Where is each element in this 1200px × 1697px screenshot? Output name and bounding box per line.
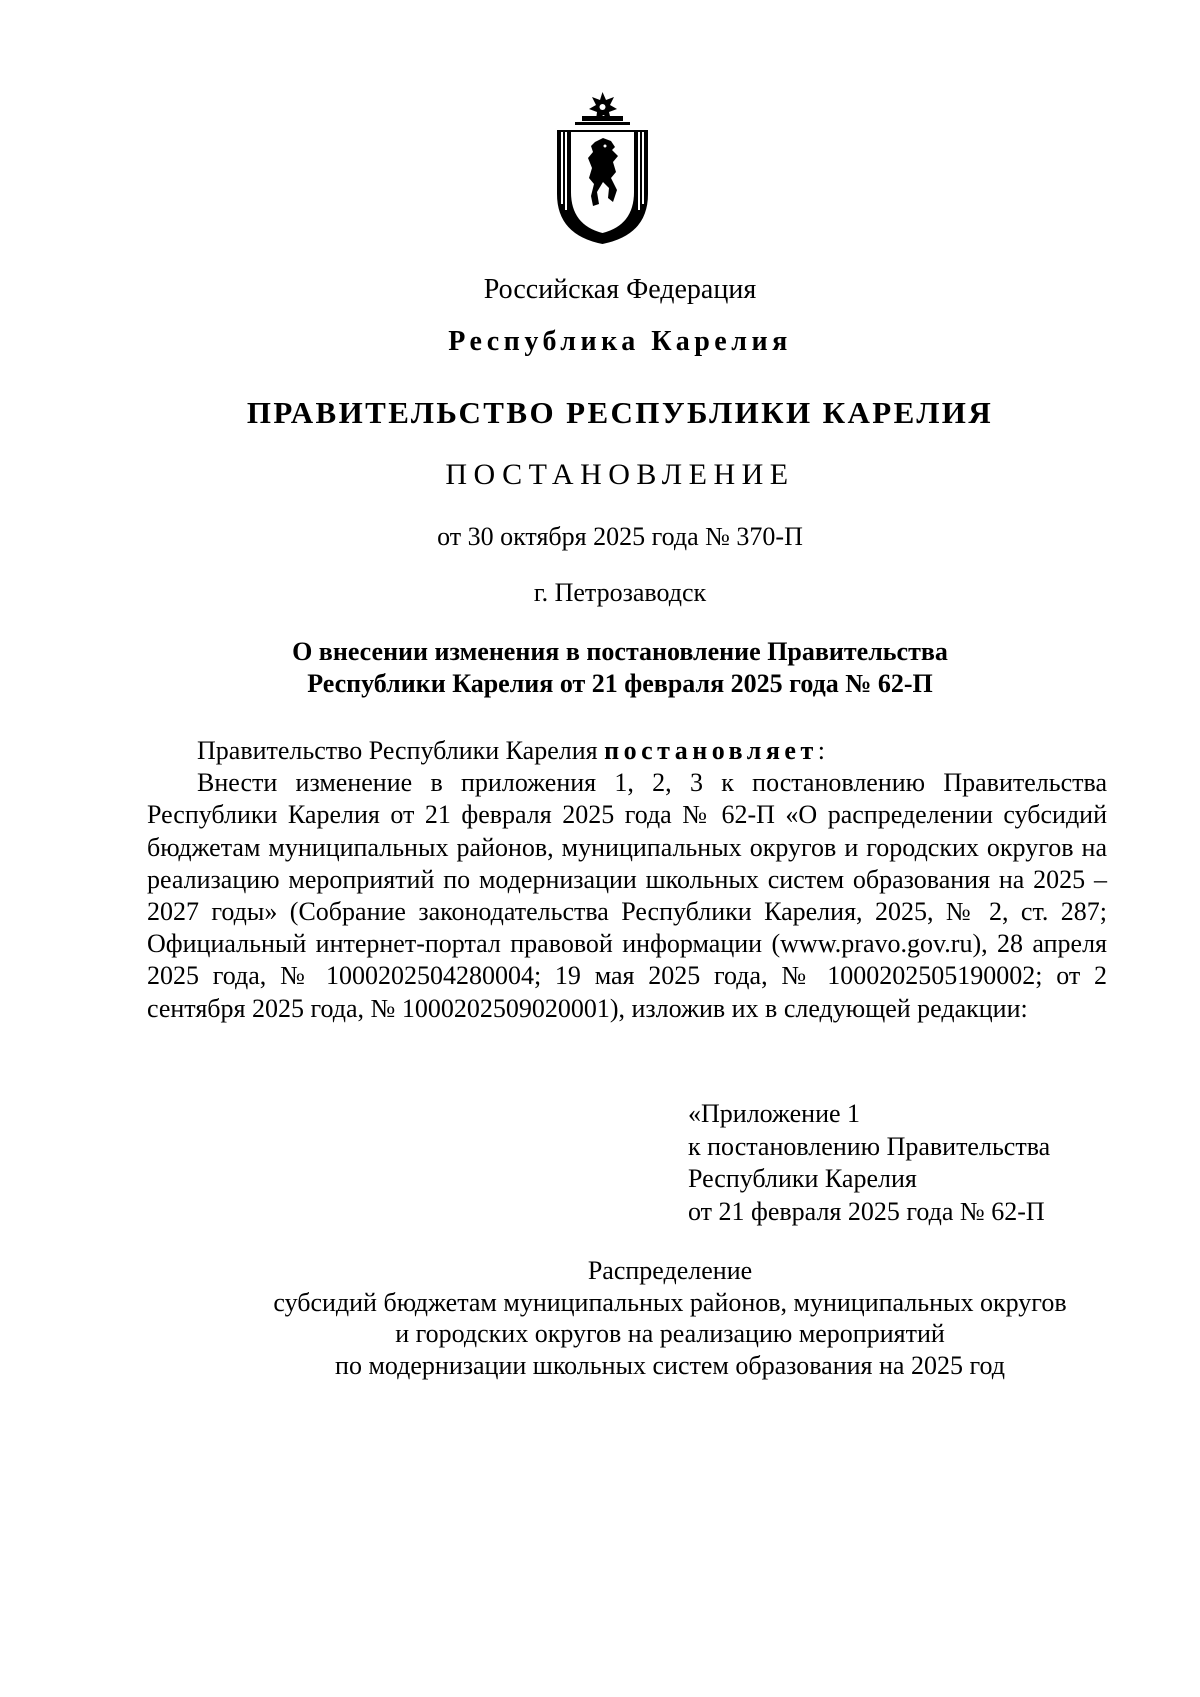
decree-date-number: от 30 октября 2025 года № 370-П <box>437 522 803 551</box>
appendix-line: Республики Карелия <box>688 1164 917 1193</box>
distribution-line: Распределение <box>587 1256 753 1285</box>
republic-name: Республика Карелия <box>448 326 792 357</box>
decree-subject <box>0 636 1200 700</box>
intro-verb: постановляет <box>604 736 818 765</box>
appendix-line: к постановлению Правительства <box>688 1131 1051 1161</box>
country-name: Российская Федерация <box>483 274 757 305</box>
subject-line: О внесении изменения в постановление Правительства <box>292 637 948 666</box>
intro-prefix: Правительство Республики Карелия <box>197 736 605 765</box>
intro-suffix: : <box>817 736 825 765</box>
karelia-coat-of-arms-icon <box>555 92 650 245</box>
distribution-line: субсидий бюджетам муниципальных районов, муниципальных округов <box>273 1287 1067 1317</box>
decree-body <box>147 735 1107 1025</box>
appendix-line: «Приложение 1 <box>688 1099 861 1128</box>
distribution-title <box>0 1255 1200 1381</box>
appendix-heading <box>688 1098 1050 1228</box>
appendix-line: от 21 февраля 2025 года № 62-П <box>688 1196 1045 1226</box>
government-title: ПРАВИТЕЛЬСТВО РЕСПУБЛИКИ КАРЕЛИЯ <box>246 395 994 430</box>
decree-intro <box>147 735 1107 767</box>
city: г. Петрозаводск <box>533 578 707 607</box>
distribution-line: по модернизации школьных систем образования на 2025 год <box>335 1350 1005 1380</box>
distribution-line: и городских округов на реализацию мероприятий <box>395 1319 945 1348</box>
subject-line: Республики Карелия от 21 февраля 2025 года № 62-П <box>307 669 933 698</box>
document-type: ПОСТАНОВЛЕНИЕ <box>445 458 795 491</box>
decree-paragraph: Внести изменение в приложения 1, 2, 3 к постановлению Правительства Республики Карелия от 21 февраля 2025 года № 62-П «О распределении субсидий бюджетам муниципальных районов, муниципальных округов и городских округов на реализацию мероприятий по модернизации школьных систем образования на 2025 – 2027 годы» (Собрание законодательства Республики Карелия, 2025, № 2, ст. 287; Официальный интернет-портал правовой информации (www.pravo.gov.ru), 28 апреля 2025 года, № 1000202504280004; 19 мая 2025 года, № 1000202505190002; от 2 сентября 2025 года, № 1000202509020001), изложив их в следующей редакции: <box>147 768 1107 1023</box>
